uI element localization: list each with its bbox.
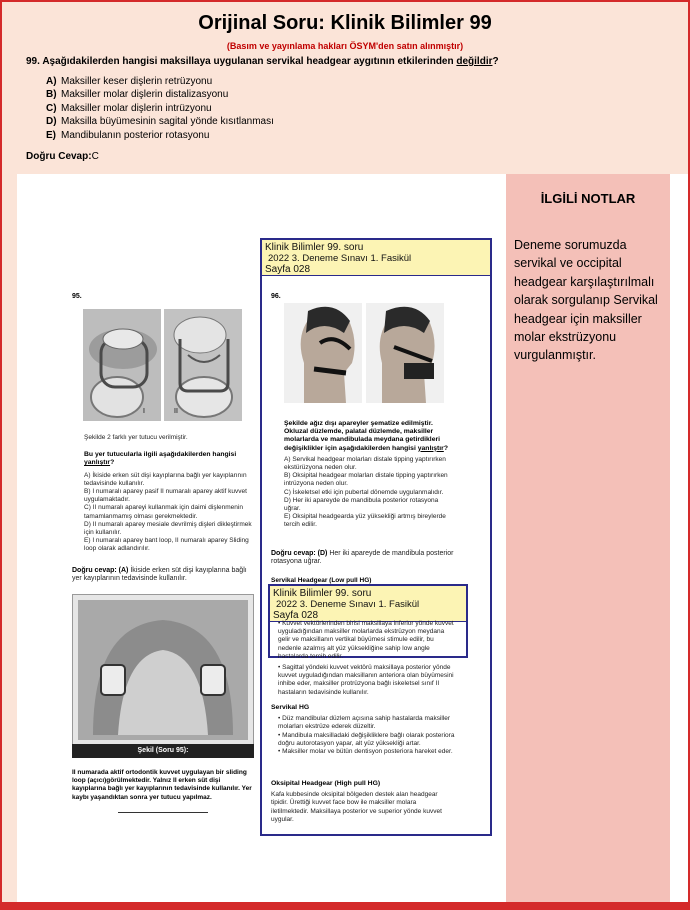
photo-label-2: II	[174, 408, 178, 415]
question-number: 99.	[26, 56, 40, 67]
page95-question: Bu yer tutucularla ilgili aşağıdakilerden hangisi yanlıştır?	[84, 451, 237, 467]
page95-option-b: B) I numaralı aparey pasif II numaralı aparey aktif kuvvet uygulamaktadır.	[84, 488, 247, 504]
question-stem: Aşağıdakilerden hangisi maksillaya uygulanan servikal headgear aygıtının etkilerinden	[42, 56, 454, 67]
headgear-photo-1	[284, 303, 362, 403]
notes-text: Deneme sorumuzda servikal ve occipital headgear karşılaştırılmalı olarak sorgulanıp Servikal headgear için maksiller molar ekstrüzyonu vurgulanmıştır.	[514, 238, 658, 363]
page96-option-d: D) Her iki apareyde de mandibula posterior rotasyona uğrar.	[284, 496, 439, 513]
headgear-photo-2	[366, 303, 444, 403]
question-panel	[2, 2, 688, 174]
page96-option-e: E) Oksipital headgearda yüz yüksekliği artmış bireylerde tercih edilir.	[284, 513, 446, 529]
highlight-label-1: Klinik Bilimler 99. soru 2022 3. Deneme Sınavı 1. Fasikül Sayfa 028	[262, 240, 490, 276]
section2-bullet-2: • Mandibula maksilladaki değişikliklere bağlı olarak posteriora doğru autorotasyon yapar, alt yüz yüksekliği artar.	[278, 731, 455, 747]
question-keyword: değildir	[456, 56, 493, 67]
section3-text: Kafa kubbesinde oksipital bölgeden destek alan headgear tipidir. Ürettiği kuvvet face bow ile maksiller molara iletilmektedir. Maksillaya posterior ve superior yönde kuvvet uygular.	[271, 791, 442, 823]
section2-bullet-1: • Düz mandibular düzlem açısına sahip hastalarda maksiller molarları ekstrüze ederek düzeltir.	[278, 715, 451, 731]
page96-option-a: A) Servikal headgear molarları distale tipping yaptırırken ekstürüzyona neden olur.	[284, 455, 446, 472]
bottom-border	[2, 902, 688, 908]
page96-answer: Doğru cevap: (D) Her iki apareyde de mandibula posterior rotasyona uğrar.	[271, 550, 454, 566]
question-options	[46, 75, 274, 142]
section1-bullet-1: • Kuvvet vektörlerinden birisi maksillaya inferior yönde kuvvet uyguladığından maksiller molarlarda ekstrüzyon meydana gelir ve maksillanın vertikal büyümesi stimule edilir, bu nedenle azalmış alt yüz yüksekliğine sahip low angle hastalarda tercih edilir.	[278, 620, 454, 660]
section1-bullet-2: • Sagittal yöndeki kuvvet vektörü maksillaya posterior yönde kuvvet uyguladığından maksillanın anteriora olan büyümesini inhibe eder, maksiller protrüzyona bağlı iskeletsel sınıf II hastaların tedavisinde kullanılır.	[278, 664, 454, 696]
page-title: Orijinal Soru: Klinik Bilimler 99	[198, 12, 492, 34]
option-d: D) Maksilla büyümesinin sagital yönde kısıtlanması	[46, 116, 274, 128]
page96-number: 96.	[271, 293, 281, 300]
page95-option-c: C) II numaralı apareyi kullanmak için daimi dişlenmenin tamamlanmamış olması gerekmektedir.	[84, 504, 243, 520]
page95-answer: Doğru cevap: (A) İkiside erken süt dişi kayıplarına bağlı yer kayıplarının tedavisinde kullanılır.	[72, 567, 247, 583]
page96-section3: Oksipital Headgear (High pull HG) Kafa kubbesinde oksipital bölgeden destek alan headgear tipidir. Ürettiği kuvvet face bow ile maksiller molara iletilmektedir. Maksillaya posterior ve superior yönde kuvvet uygular.	[271, 776, 455, 824]
option-c: C) Maksiller molar dişlerin intrüzyonu	[46, 102, 212, 114]
page96-option-b: B) Oksipital headgear molarları distale tipping yaptırırken intrüzyona neden olur.	[284, 472, 448, 488]
photo-label-1: I	[143, 408, 145, 415]
divider	[118, 812, 208, 813]
page95-text	[84, 434, 254, 554]
option-e: E) Mandibulanın posterior rotasyonu	[46, 129, 210, 141]
answer-value: C	[91, 151, 99, 162]
appliance-figure	[72, 594, 254, 746]
highlight-label-2: Klinik Bilimler 99. soru 2022 3. Deneme Sınavı 1. Fasikül Sayfa 028	[270, 586, 466, 622]
question-text	[26, 56, 676, 67]
space-maintainer-photo-2	[164, 309, 242, 421]
option-a: A) Maksiller keser dişlerin retrüzyonu	[46, 76, 213, 87]
notes-title: İLGİLİ NOTLAR	[540, 191, 636, 206]
section2-bullet-3: • Maksiller molar ve bütün dentisyon posteriora hareket eder.	[278, 748, 453, 756]
page95-option-a: A) İkiside erken süt dişi kayıplarına bağlı yer kayıplarının tedavisinde kullanılır.	[84, 471, 247, 487]
page95-option-e: E) I numaralı aparey bant loop, II numaralı aparey Sliding loop olarak adlandırılır.	[84, 537, 249, 553]
page95-number: 95.	[72, 293, 82, 300]
page95-option-d: D) II numaralı aparey mesiale devrilmiş dişleri dikleştirmek için kullanılır.	[84, 520, 252, 537]
page96-question: Şekilde ağız dışı apareyler şematize edilmiştir. Okluzal düzlemde, palatal düzlemde, maksiller molarlarda ve mandibulada meydana getirdikleri değişiklikler için aşağıdakilerden hangisi yanlıştır?	[284, 420, 448, 452]
question-end: ?	[492, 56, 499, 67]
page96-section2: Servikal HG • Düz mandibular düzlem açısına sahip hastalarda maksiller molarları ekstrüze ederek düzeltir. • Mandibula maksilladaki değişikliklere bağlı olarak posteriora doğru autorotasyon yapar, alt yüz yüksekliği artar. • Maksiller molar ve bütün dentisyon posteriora hareket eder.	[271, 704, 455, 756]
page96-section1-title: Servikal Headgear (Low pull HG)	[271, 577, 372, 584]
answer-label: Doğru Cevap:	[26, 151, 92, 162]
copyright-note: (Basım ve yayınlama hakları ÖSYM'den satın alınmıştır)	[226, 41, 464, 51]
correct-answer	[26, 151, 99, 162]
option-b: B) Maksiller molar dişlerin distalizasyonu	[46, 89, 229, 101]
page96-section1	[278, 620, 454, 697]
space-maintainer-photo-1	[83, 309, 161, 421]
page95-explanation: II numarada aktif ortodontik kuvvet uygulayan bir sliding loop (açıcı)görülmektedir. Yalnız II erken süt dişi kayıplarına bağlı yer kayıplarının tedavisinde kullanılır. Yer kaybı yaşandıktan sonra yer tutucu yapılmaz.	[72, 769, 252, 801]
notes-panel	[506, 174, 670, 902]
figure-caption: Şekil (Soru 95):	[72, 744, 254, 758]
page95-intro: Şekilde 2 farklı yer tutucu verilmiştir.	[84, 434, 188, 441]
page96-text	[284, 420, 454, 530]
left-margin-strip	[2, 174, 17, 904]
page96-option-c: C) İskeletsel etki için pubertal dönemde uygulanmalıdır.	[284, 488, 444, 496]
